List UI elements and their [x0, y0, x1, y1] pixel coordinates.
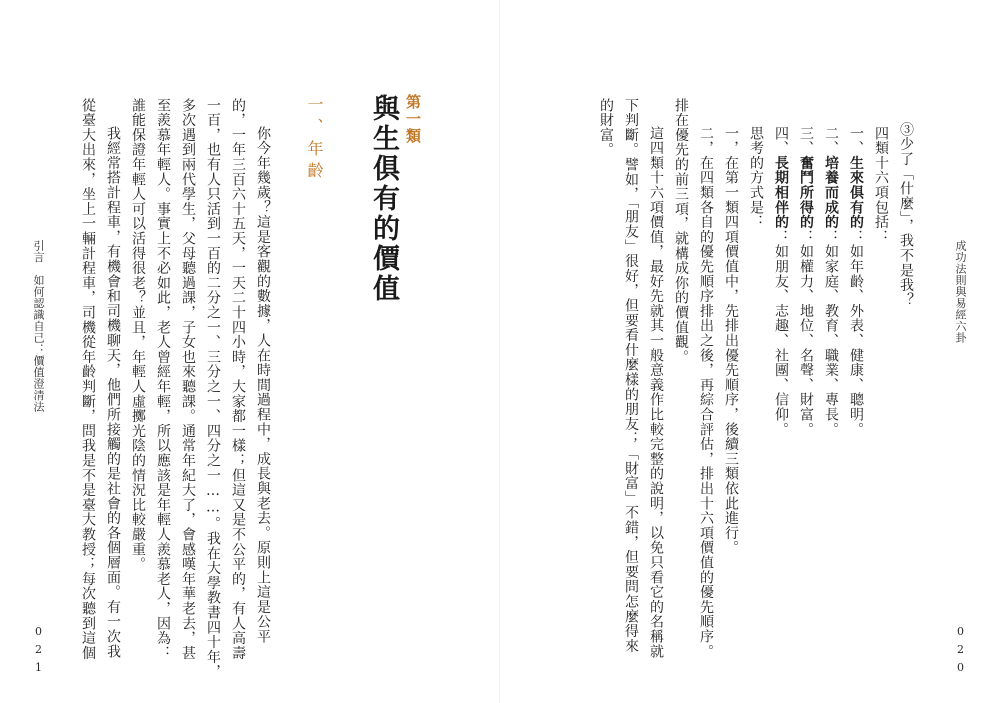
- body-line: 的財富。: [598, 98, 614, 158]
- body-line: 從臺大出來，坐上一輛計程車，司機從年齡判斷，問我是不是臺大教授；每次聽到這個: [80, 98, 96, 661]
- running-foot: 引言 如何認識自己：價值澄清法: [32, 240, 45, 413]
- chapter-label: 第一類: [404, 94, 422, 145]
- body-line: 誰能保證年輕人可以活得很老？並且，年輕人虛擲光陰的情況比較嚴重。: [130, 98, 146, 572]
- chapter-title: 與生俱有的價值: [368, 94, 399, 304]
- list-item-term: 奮鬥所得的: [798, 155, 814, 230]
- right-page: [500, 0, 1000, 703]
- section-heading: 一、年齡: [305, 96, 324, 184]
- list-item-number: 一、: [848, 126, 864, 156]
- list-item-number: 三、: [798, 126, 814, 156]
- list-item-detail: ：如朋友、志趣、社團、信仰。: [773, 229, 789, 437]
- body-line: 這四類十六項價值，最好先就其一般意義作比較完整的說明，以免只看它的名稱就: [648, 126, 664, 659]
- running-head: 成功法則與易經六卦: [954, 240, 967, 344]
- list-item-number: 四、: [773, 126, 789, 156]
- list-item-term: 生來俱有的: [848, 155, 864, 230]
- body-line: 至羨慕年輕人。事實上不必如此，老人曾經年輕，所以應該是年輕人羨慕老人，因為：: [155, 98, 171, 661]
- list-item-detail: ：如年齡、外表、健康、聰明。: [848, 229, 864, 437]
- body-line: 思考的方式是：: [748, 126, 764, 230]
- page-number: 021: [32, 625, 45, 679]
- list-item-detail: ：如家庭、教育、職業、專長。: [823, 229, 839, 437]
- list-item: [799, 126, 813, 437]
- body-line: 一百，也有人只活到一百的二分之一、三分之一、四分之一……。我在大學教書四十年，: [205, 98, 221, 680]
- list-item: [824, 126, 838, 437]
- body-line: 排在優先的前三項，就構成你的價值觀。: [673, 98, 689, 365]
- body-line: 下判斷。譬如，「朋友」很好，但要看什麼樣的朋友；「財富」不錯，但要問怎麼得來: [623, 98, 639, 654]
- body-line: 的，一年三百六十五天，一天二十四小時，大家都一樣；但這又是不公平的，有人高壽: [230, 98, 246, 661]
- body-line: 一，在第一類四項價值中，先排出優先順序，後續三類依此進行。: [723, 126, 739, 556]
- body-line: ③少了「什麼」，我不是我？: [898, 122, 914, 308]
- list-item-detail: ：如權力、地位、名聲、財富。: [798, 229, 814, 437]
- body-line: 我經常搭計程車，有機會和司機聊天，他們所接觸的是社會的各個層面。有一次我: [105, 126, 121, 659]
- list-item: [774, 126, 788, 437]
- list-item-term: 培養而成的: [823, 155, 839, 230]
- list-item-term: 長期相伴的: [773, 155, 789, 230]
- page-number: 020: [954, 625, 967, 679]
- list-item-number: 二、: [823, 126, 839, 156]
- list-item: [849, 126, 863, 437]
- body-line: 四類十六項包括：: [873, 126, 889, 245]
- body-line: 二，在四類各自的優先順序排出之後，再綜合評估，排出十六項價值的優先順序。: [698, 126, 714, 659]
- body-line: 你今年幾歲？這是客觀的數據，人在時間過程中，成長與老去。原則上這是公平: [255, 126, 271, 644]
- body-line: 多次遇到兩代學生，父母聽過課，子女也來聽課。通常年紀大了，會感嘆年華老去，甚: [180, 98, 196, 661]
